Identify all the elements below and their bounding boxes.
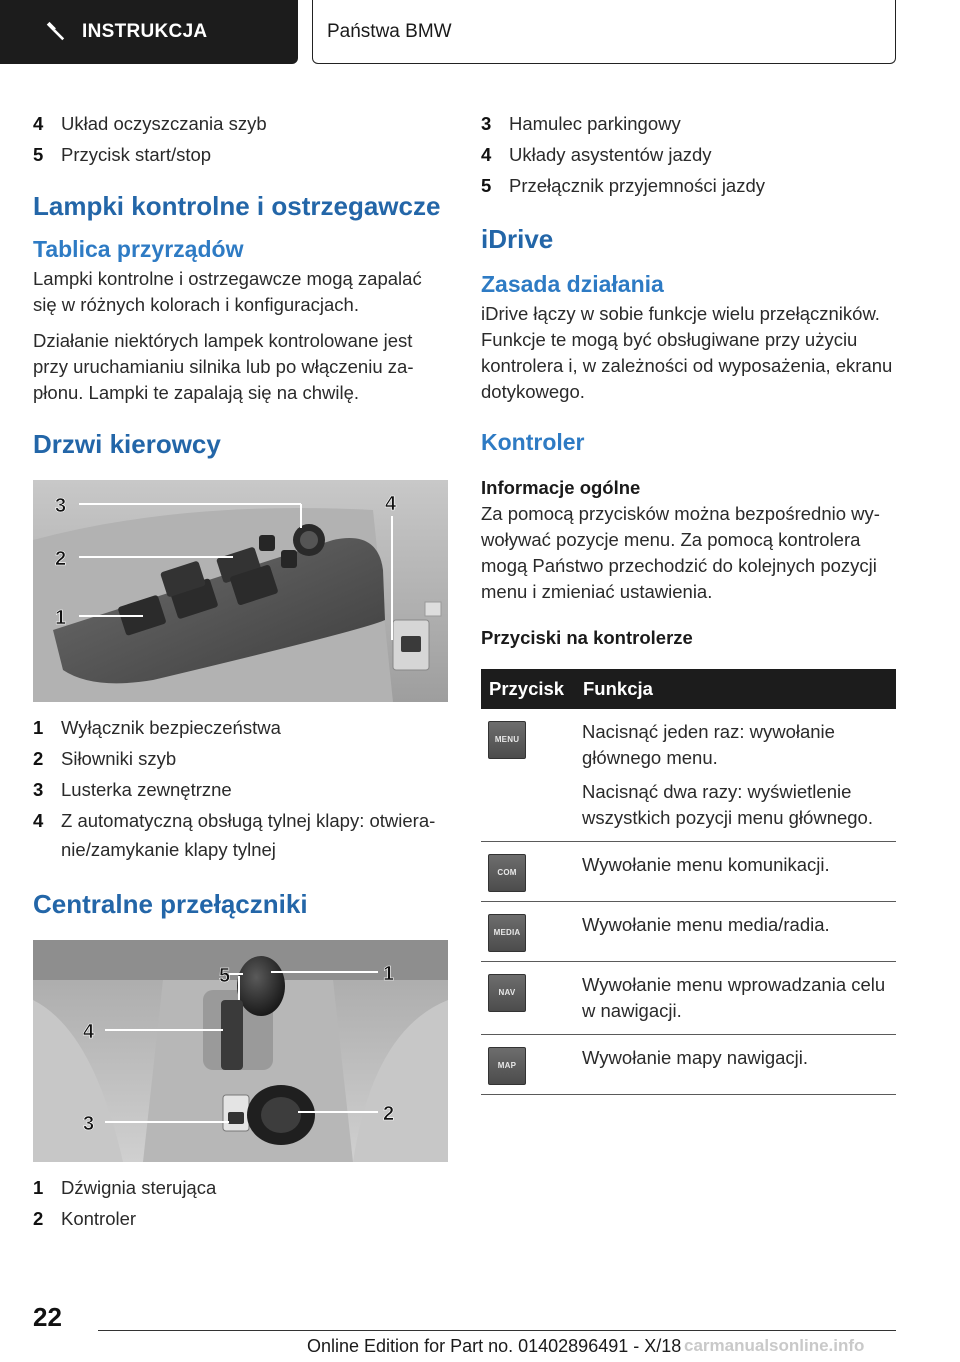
heading-idrive: iDrive [481,224,554,254]
paragraph-principle: iDrive łączy w sobie funkcje wielu przełączników. Funkcje te mogą być obsługiwane przy użyciu kontrolera i, w zależności od wyposażenia, ekranu dotykowego. [481,303,893,402]
function-text-secondary: Nacisnąć dwa razy: wyświetlenie wszystkich pozycji menu głównego. [582,781,873,828]
function-text: Wywołanie menu wprowadzania celu w nawigacji. [575,962,896,1035]
list-item: 4 Układy asystentów jazdy [481,144,712,165]
footer-edition: Online Edition for Part no. 01402896491 - X/18 [307,1336,682,1356]
heading-controller-buttons: Przyciski na kontrolerze [481,627,693,648]
list-item: 1 Dźwignia sterująca [33,1177,217,1198]
console-legend-list [33,1172,449,1234]
heading-controller: Kontroler [481,429,585,455]
list-item: 5 Przycisk start/stop [33,144,212,165]
list-item: 2 Siłowniki szyb [33,748,177,769]
paragraph-general-info: Za pomocą przycisków można bezpośrednio wywoływać pozycje menu. Za pomocą kontrolera mogą Państwo przechodzić do kolejnych pozycji menu i zmieniać ustawienia. [481,503,880,602]
callout-5: 5 [219,965,231,987]
watermark: carmanualsonline.info [684,1336,865,1355]
table-row [481,842,896,902]
paragraph-lamps-check: Działanie niektórych lampek kontrolowane jest przy uruchamianiu silnika lub po włączeniu zapłonu. Lampki te zapalają się na chwilę. [33,330,414,403]
nav-button-icon[interactable]: NAV [488,974,526,1012]
heading-principle: Zasada działania [481,271,664,297]
table-header-row [481,669,896,709]
door-legend-list [33,712,449,864]
function-text: Wywołanie mapy nawigacji. [575,1035,896,1095]
manual-tab[interactable] [0,0,298,64]
table-row [481,1035,896,1095]
controller-buttons-table [481,669,896,1095]
list-item: 1 Wyłącznik bezpieczeństwa [33,717,281,738]
list-item: 4 Z automatyczną obsługą tylnej klapy: otwieranie/zamykanie klapy tylnej [33,810,436,860]
callout-1: 1 [55,607,67,629]
list-item: 2 Kontroler [33,1208,137,1229]
heading-driver-door: Drzwi kierowcy [33,429,221,459]
page-number: 22 [33,1302,62,1332]
com-button-icon[interactable]: COM [488,854,526,892]
table-row [481,902,896,962]
driver-door-photo [33,480,448,702]
list-item: 5 Przełącznik przyjemności jazdy [481,175,766,196]
manual-tab-label: INSTRUKCJA [82,21,208,42]
callout-1: 1 [383,963,395,985]
callout-4: 4 [83,1021,95,1043]
list-item: 4 Układ oczyszczania szyb [33,113,267,134]
table-row [481,962,896,1035]
function-text: Wywołanie menu media/radia. [575,902,896,962]
page-header [0,0,960,66]
function-text: Wywołanie menu komunikacji. [575,842,896,902]
heading-center-switches: Centralne przełączniki [33,889,308,919]
list-item: 3 Lusterka zewnętrzne [33,779,232,800]
center-console-illustration [33,940,448,1162]
callout-2: 2 [55,548,67,570]
column-header-button: Przycisk [481,669,575,709]
brand-tab[interactable] [312,0,896,64]
function-text: Nacisnąć jeden raz: wywołanie głównego menu. [582,721,835,768]
left-column [33,108,449,1234]
right-column [481,108,897,1095]
left-top-list [33,108,449,170]
heading-warning-lamps: Lampki kontrolne i ostrzegawcze [33,191,441,221]
brand-tab-label: Państwa BMW [327,20,452,42]
callout-3: 3 [55,495,67,517]
menu-button-icon[interactable]: MENU [488,721,526,759]
table-row [481,709,896,842]
map-button-icon[interactable]: MAP [488,1047,526,1085]
callout-3: 3 [83,1113,95,1135]
heading-instrument-panel: Tablica przyrządów [33,236,244,262]
right-top-list [481,108,897,201]
wrench-icon [44,21,66,43]
paragraph-lamps-colors: Lampki kontrolne i ostrzegawcze mogą zapalać się w różnych kolorach i konfiguracjach. [33,268,422,315]
center-console-photo [33,940,448,1162]
callout-4: 4 [385,493,397,515]
callout-2: 2 [383,1103,395,1125]
heading-general-info: Informacje ogólne [481,477,641,498]
media-button-icon[interactable]: MEDIA [488,914,526,952]
footer-divider [98,1330,896,1331]
column-header-function: Funkcja [575,669,896,709]
list-item: 3 Hamulec parkingowy [481,113,681,134]
door-switch-panel-illustration [33,480,448,702]
